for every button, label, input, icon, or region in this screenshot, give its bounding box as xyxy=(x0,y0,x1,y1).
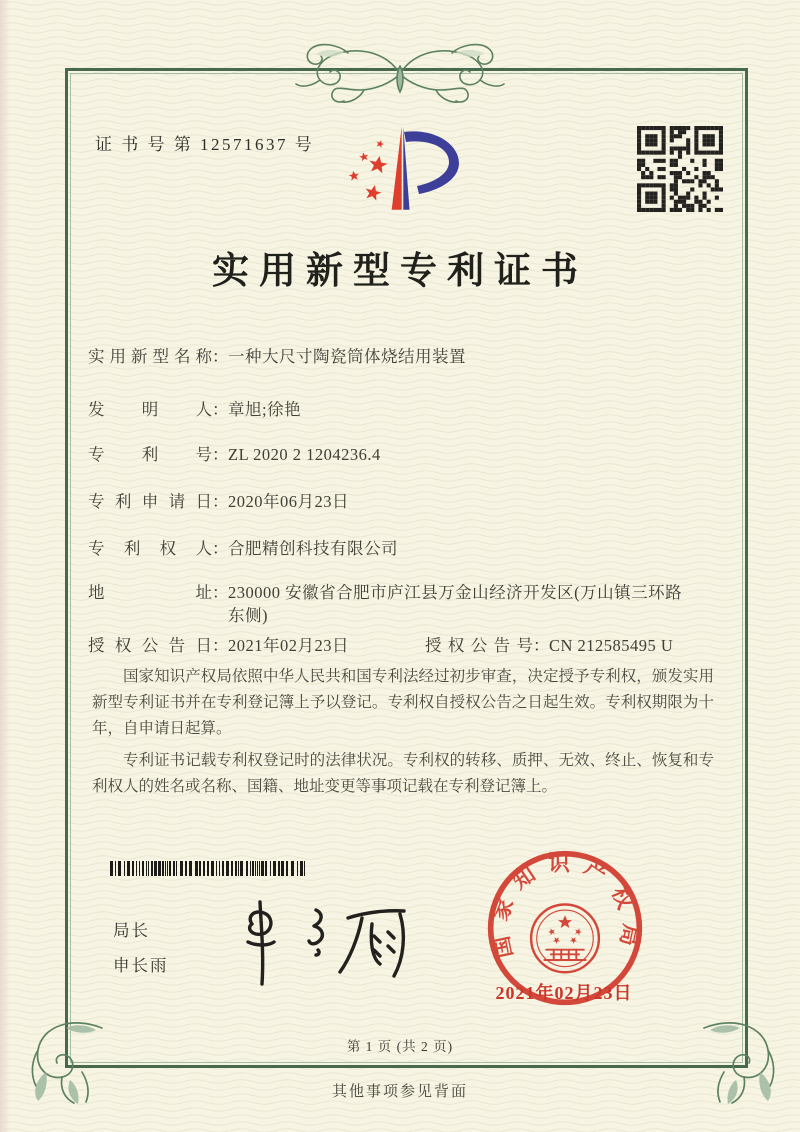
field-label: 专 利 权 人 xyxy=(88,539,212,558)
director-signature xyxy=(222,884,414,992)
top-flourish-ornament xyxy=(272,40,528,112)
field-row-grant xyxy=(88,634,673,657)
scan-page-edge xyxy=(0,0,10,1132)
field-colon: ： xyxy=(212,539,229,558)
field-label: 授 权 公 告 日 xyxy=(88,636,212,655)
cnipa-logo-icon xyxy=(340,116,465,221)
officer-block xyxy=(113,913,169,983)
legal-paragraph-2: 专利证书记载专利权登记时的法律状况。专利权的转移、质押、无效、终止、恢复和专利权人的姓名或名称、国籍、地址变更等事项记载在专利登记簿上。 xyxy=(92,752,714,795)
field-label: 授 权 公 告 号 xyxy=(425,636,533,655)
legal-paragraph-1: 国家知识产权局依照中华人民共和国专利法经过初步审查，决定授予专利权，颁发实用新型专利证书并在专利登记簿上予以登记。专利权自授权公告之日起生效。专利权期限为十年，自申请日起算。 xyxy=(92,668,714,737)
field-colon: ： xyxy=(212,492,229,511)
field-row-patent-no xyxy=(88,443,381,466)
field-label: 地 址 xyxy=(88,583,212,602)
certificate-number: 证 书 号 第 12571637 号 xyxy=(95,135,315,154)
qr-code xyxy=(637,126,723,212)
field-colon: ： xyxy=(212,583,229,602)
officer-title: 局长 xyxy=(113,921,150,940)
field-colon: ： xyxy=(533,636,550,655)
field-row-address xyxy=(88,581,690,627)
seal-date: 2021年02月23日 xyxy=(495,983,633,1003)
field-label: 实 用 新 型 名 称 xyxy=(88,347,212,366)
field-pair-grant-number xyxy=(425,634,673,657)
back-side-note: 其他事项参见背面 xyxy=(331,1084,468,1100)
field-label: 专 利 申 请 日 xyxy=(88,492,212,511)
field-colon: ： xyxy=(212,445,229,464)
field-label: 发 明 人 xyxy=(88,400,212,419)
seal-text: 国家知识产权局 xyxy=(486,851,644,961)
page-number: 第 1 页 (共 2 页) xyxy=(346,1039,454,1054)
field-value: 章旭;徐艳 xyxy=(228,400,302,419)
legal-text-section xyxy=(92,664,714,806)
field-value: 2020年06月23日 xyxy=(228,492,349,511)
field-label: 专 利 号 xyxy=(88,445,212,464)
field-row-name xyxy=(88,345,466,368)
certificate-title: 实用新型专利证书 xyxy=(212,251,588,292)
field-value: 2021年02月23日 xyxy=(228,636,349,655)
field-colon: ： xyxy=(212,347,229,366)
field-colon: ： xyxy=(212,400,229,419)
field-value: 合肥精创科技有限公司 xyxy=(228,539,398,558)
field-value: ZL 2020 2 1204236.4 xyxy=(228,445,381,464)
barcode xyxy=(110,861,308,876)
field-value: 230000 安徽省合肥市庐江县万金山经济开发区(万山镇三环路东侧) xyxy=(228,583,683,625)
field-value: 一种大尺寸陶瓷筒体烧结用装置 xyxy=(228,347,466,366)
officer-name: 申长雨 xyxy=(113,956,169,975)
field-row-inventor xyxy=(88,398,301,421)
field-row-patentee xyxy=(88,537,398,560)
field-row-filing-date xyxy=(88,490,349,513)
field-value: CN 212585495 U xyxy=(549,636,674,655)
field-colon: ： xyxy=(212,636,229,655)
svg-text:国家知识产权局 xyxy=(487,852,644,960)
